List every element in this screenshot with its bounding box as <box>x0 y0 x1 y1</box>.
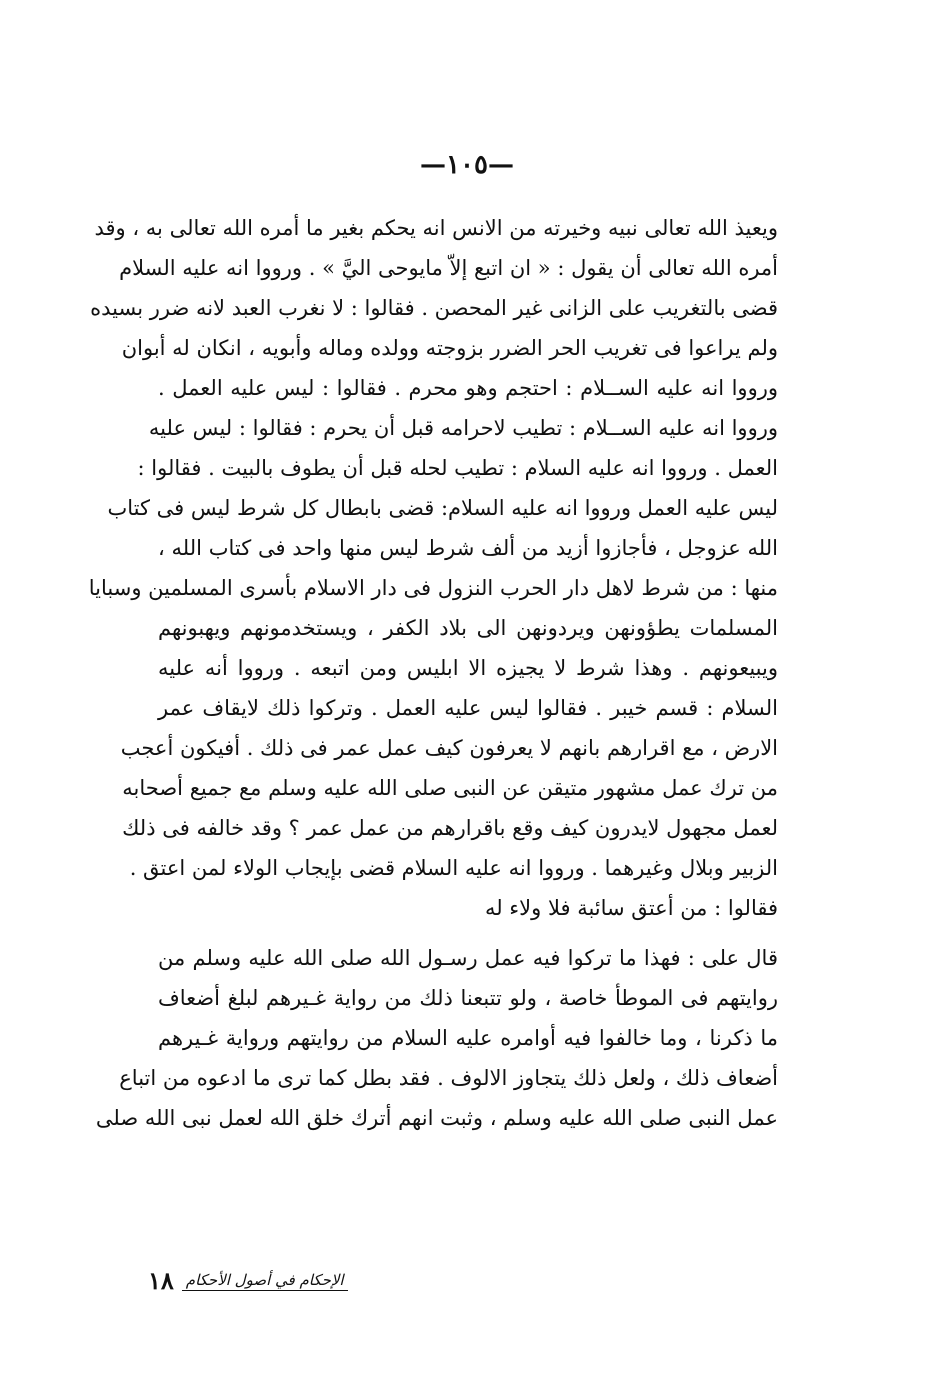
text-line: عمل النبى صلى الله عليه وسلم ، وثبت انهم أترك خلق الله لعمل نبى الله صلى <box>95 1106 778 1130</box>
text-line: ولم يراعوا فى تغريب الحر الضرر بزوجته وولده وماله وأبويه ، انكان له أبوان <box>121 336 778 360</box>
text-line: منها : من شرط لاهل دار الحرب النزول فى دار الاسلام بأسرى المسلمين وسبايا <box>88 576 778 600</box>
text-line: روايتهم فى الموطأ خاصة ، ولو تتبعنا ذلك من رواية غـيرهم لبلغ أضعاف <box>158 986 778 1010</box>
text-line: الزبير وبلال وغيرهما . ورووا انه عليه السلام قضى بإيجاب الولاء لمن اعتق . <box>129 856 778 880</box>
text-line: من ترك عمل مشهور متيقن عن النبى صلى الله عليه وسلم مع جميع أصحابه <box>122 776 778 800</box>
text-line: ليس عليه العمل ورووا انه عليه السلام: قضى بابطال كل شرط ليس فى كتاب <box>107 496 778 520</box>
text-line: قضى بالتغريب على الزانى غير المحصن . فقالوا : لا نغرب العبد لانه ضرر بسيده <box>90 296 778 320</box>
text-line: فقالوا : من أعتق سائبة فلا ولاء له <box>484 896 778 920</box>
text-line: المسلمات يطؤونهن ويردونهن الى بلاد الكفر ، ويستخدمونهم ويهبونهم <box>158 616 778 640</box>
text-line: العمل . ورووا انه عليه السلام : تطيب لحله قبل أن يطوف بالبيت . فقالوا : <box>137 456 778 480</box>
text-line: الارض ، مع اقرارهم بانهم لا يعرفون كيف عمل عمر فى ذلك . أفيكون أعجب <box>120 736 778 760</box>
paragraph-gap <box>158 928 778 938</box>
text-line: أضعاف ذلك ، ولعل ذلك يتجاوز الالوف . فقد بطل كما ترى ما ادعوه من اتباع <box>119 1066 778 1090</box>
text-line: الله عزوجل ، فأجازوا أزيد من ألف شرط ليس منها واحد فى كتاب الله ، <box>158 536 778 560</box>
text-line: أمره الله تعالى أن يقول : « ان اتبع إلاّ مايوحى اليَّ » . ورووا انه عليه السلام <box>119 256 778 280</box>
text-line: لعمل مجهول لايدرون كيف وقع باقرارهم من عمل عمر ؟ وقد خالفه فى ذلك <box>122 816 778 840</box>
text-line: ورووا انه عليه الســلام : تطيب لاحرامه قبل أن يحرم : فقالوا : ليس عليه <box>148 416 778 440</box>
text-line: ويعيذ الله تعالى نبيه وخيرته من الانس انه يحكم بغير ما أمره الله تعالى به ، وقد <box>94 216 778 240</box>
text-line: ويبيعونهم . وهذا شرط لا يجيزه الا ابليس ومن اتبعه . ورووا أنه عليه <box>158 656 778 680</box>
signature-number: ١٨ <box>148 1266 174 1295</box>
footer <box>148 1266 348 1295</box>
text-line: ما ذكرنا ، وما خالفوا فيه أوامره عليه السلام من روايتهم ورواية غـيرهم <box>158 1026 778 1050</box>
body-text <box>88 208 778 1138</box>
text-line: ورووا انه عليه الســلام : احتجم وهو محرم . فقالوا : ليس عليه العمل . <box>158 376 778 400</box>
text-line: قال على : فهذا ما تركوا فيه عمل رسـول الله صلى الله عليه وسلم من <box>158 946 778 970</box>
text-line: السلام : قسم خيبر . فقالوا ليس عليه العمل . وتركوا ذلك لايقاف عمر <box>158 696 778 720</box>
page-number: —١٠٥— <box>420 150 514 180</box>
book-title: الإحكام في أصول الأحكام <box>182 1271 348 1291</box>
